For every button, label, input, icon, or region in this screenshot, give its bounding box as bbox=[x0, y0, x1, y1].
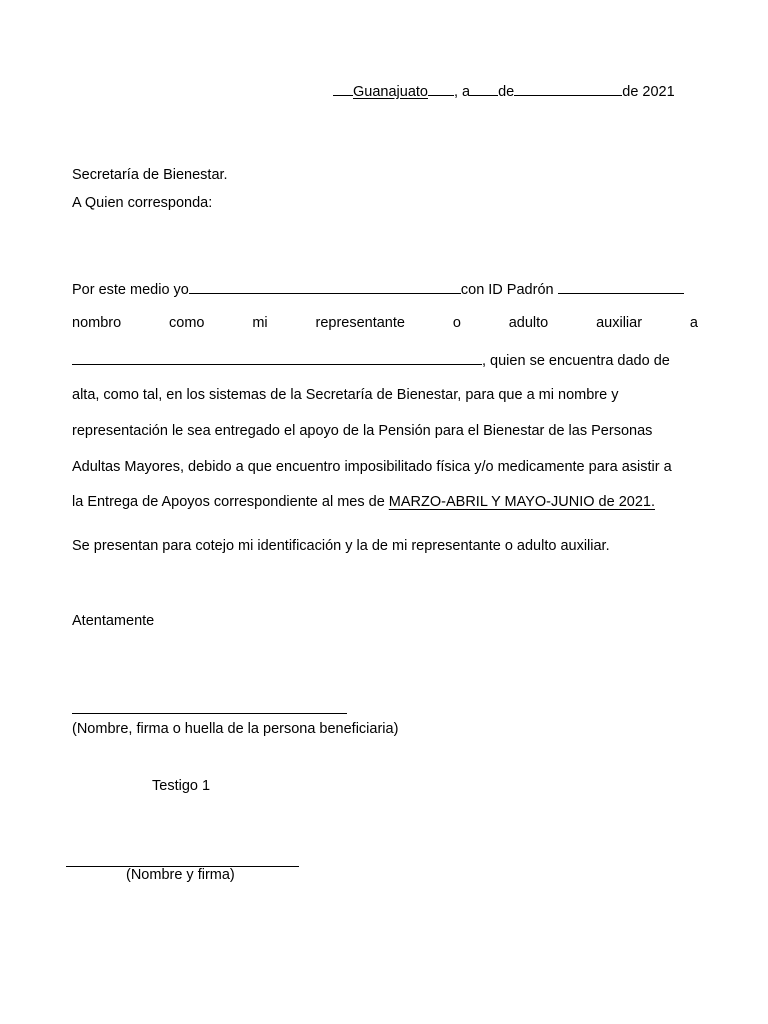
witness-label: Testigo 1 bbox=[152, 778, 211, 794]
body-line-7-start: la Entrega de Apoyos correspondiente al mes de bbox=[72, 494, 389, 510]
period-text: MARZO-ABRIL Y MAYO-JUNIO de 2021. bbox=[388, 494, 655, 510]
word: adulto bbox=[508, 315, 549, 331]
body-line-7 bbox=[72, 493, 655, 511]
date-blank-post-city bbox=[428, 81, 454, 96]
body-line-1-start: Por este medio yo bbox=[72, 282, 189, 298]
body-line-2 bbox=[72, 314, 698, 332]
id-padron-blank bbox=[558, 279, 684, 294]
recipient-line-1: Secretaría de Bienestar. bbox=[72, 167, 228, 183]
representative-blank bbox=[72, 350, 482, 365]
city-text: Guanajuato bbox=[353, 84, 428, 100]
date-blank-pre bbox=[333, 81, 353, 96]
body-line-3-end: , quien se encuentra dado de bbox=[482, 353, 670, 369]
beneficiary-caption: (Nombre, firma o huella de la persona beneficiaria) bbox=[72, 721, 399, 737]
witness-caption: (Nombre y firma) bbox=[126, 867, 235, 883]
word: o bbox=[452, 315, 461, 331]
date-line bbox=[333, 81, 675, 101]
body-line-3 bbox=[72, 350, 670, 370]
body-line-8: Se presentan para cotejo mi identificación y la de mi representante o adulto auxiliar. bbox=[72, 538, 610, 554]
word: auxiliar bbox=[596, 315, 643, 331]
body-line-1 bbox=[72, 279, 684, 299]
sign-off: Atentamente bbox=[72, 613, 155, 629]
day-blank bbox=[470, 81, 498, 96]
month-blank bbox=[514, 81, 622, 96]
word: representante bbox=[315, 315, 405, 331]
body-line-1-mid: con ID Padrón bbox=[460, 282, 554, 298]
a-text: , a bbox=[453, 84, 471, 100]
de-text: de bbox=[498, 84, 515, 100]
body-line-6: Adultas Mayores, debido a que encuentro imposibilitado física y/o medicamente para asistir a bbox=[72, 459, 672, 475]
body-line-4: alta, como tal, en los sistemas de la Secretaría de Bienestar, para que a mi nombre y bbox=[72, 387, 619, 403]
word: a bbox=[689, 315, 698, 331]
word: como bbox=[169, 315, 205, 331]
body-line-5: representación le sea entregado el apoyo de la Pensión para el Bienestar de las Personas bbox=[72, 423, 653, 439]
name-blank bbox=[189, 279, 461, 294]
word: nombro bbox=[72, 315, 122, 331]
word: mi bbox=[252, 315, 268, 331]
recipient-line-2: A Quien corresponda: bbox=[72, 195, 213, 211]
beneficiary-signature-line bbox=[72, 713, 347, 714]
year-text: de 2021 bbox=[622, 84, 675, 100]
